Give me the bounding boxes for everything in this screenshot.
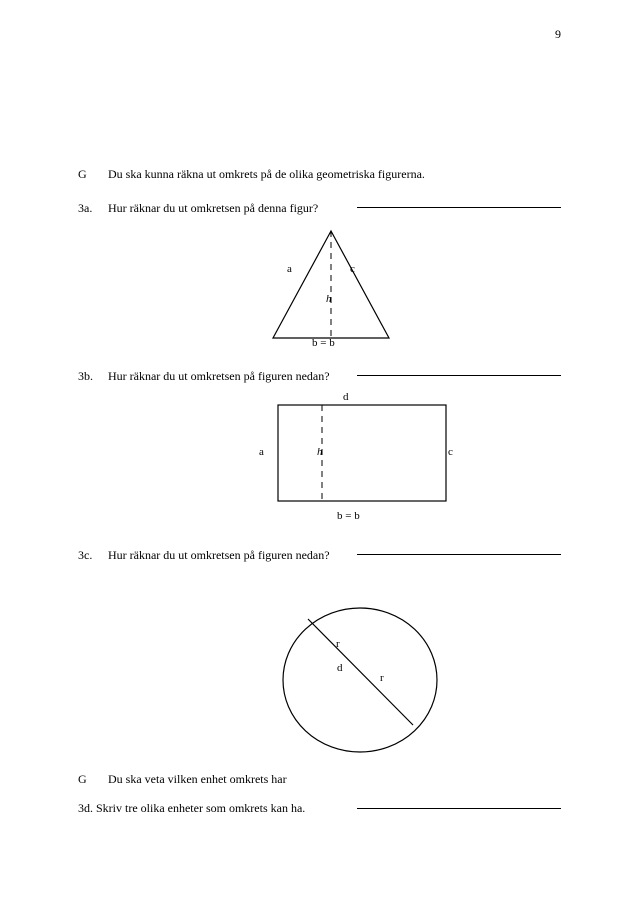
question-label: 3a.	[78, 201, 93, 215]
question-text: Hur räknar du ut omkretsen på figuren nedan?	[108, 548, 330, 562]
section-heading: Du ska veta vilken enhet omkrets har	[108, 772, 287, 786]
triangle-side-a-label: a	[287, 263, 292, 275]
circle-diameter-label: d	[337, 662, 343, 674]
circle-radius-label: r	[336, 638, 340, 650]
question-text: Hur räknar du ut omkretsen på denna figur?	[108, 201, 319, 215]
triangle-side-c-label: c	[350, 263, 355, 275]
section-marker: G	[78, 772, 87, 786]
section-heading: Du ska kunna räkna ut omkrets på de olika geometriska figurerna.	[108, 167, 425, 181]
section-marker: G	[78, 167, 87, 181]
triangle-height-label: h	[326, 293, 332, 305]
rectangle-height-label: h	[317, 446, 323, 458]
page-number: 9	[555, 27, 561, 41]
question-text: Hur räknar du ut omkretsen på figuren nedan?	[108, 369, 330, 383]
triangle-base-label: b = b	[312, 337, 335, 349]
rectangle-top-label: d	[343, 391, 349, 403]
question-label: 3c.	[78, 548, 93, 562]
question-label: 3b.	[78, 369, 93, 383]
rectangle-right-label: c	[448, 446, 453, 458]
question-text: 3d. Skriv tre olika enheter som omkrets kan ha.	[78, 801, 306, 815]
answer-line[interactable]	[357, 808, 561, 809]
circle-radius-label: r	[380, 672, 384, 684]
rectangle-left-label: a	[259, 446, 264, 458]
rectangle-base-label: b = b	[337, 510, 360, 522]
